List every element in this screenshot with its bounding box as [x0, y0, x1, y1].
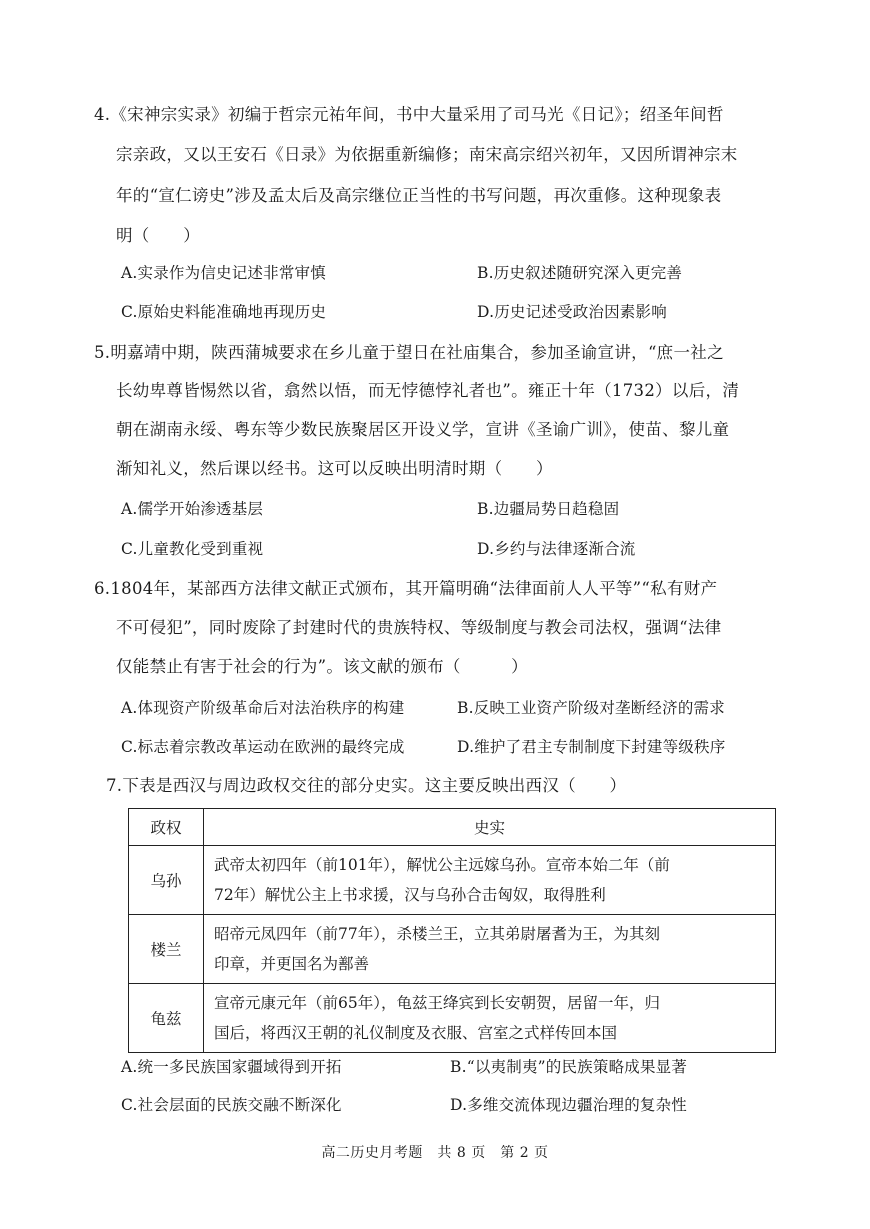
table-header-fact: 史实 — [204, 809, 776, 846]
question-7-option-c[interactable]: C.社会层面的民族交融不断深化 — [121, 1096, 342, 1114]
question-6-option-b[interactable]: B.反映工业资产阶级对垄断经济的需求 — [457, 699, 725, 717]
fact-line: 昭帝元凤四年（前77年），杀楼兰王，立其弟尉屠耆为王，为其刻 — [214, 925, 660, 943]
question-5-option-b[interactable]: B.边疆局势日趋稳固 — [477, 500, 620, 518]
history-table — [128, 808, 776, 1053]
question-6-line-1: 6.1804年，某部西方法律文献正式颁布，其开篇明确“法律面前人人平等”“私有财产 — [94, 579, 718, 598]
question-7-option-b[interactable]: B.“以夷制夷”的民族策略成果显著 — [450, 1058, 688, 1076]
table-row — [129, 984, 776, 1053]
question-6-option-d[interactable]: D.维护了君主专制制度下封建等级秩序 — [457, 738, 726, 756]
fact-line: 宣帝元康元年（前65年），龟兹王绛宾到长安朝贺，居留一年，归 — [214, 994, 660, 1012]
question-6-option-a[interactable]: A.体现资产阶级革命后对法治秩序的构建 — [121, 699, 405, 717]
question-4-line-3: 年的“宣仁谤史”涉及孟太后及高宗继位正当性的书写问题，再次重修。这种现象表 — [116, 186, 722, 205]
fact-line: 印章，并更国名为鄯善 — [214, 955, 370, 973]
fact-line: 武帝太初四年（前101年），解忧公主远嫁乌孙。宣帝本始二年（前 — [214, 856, 670, 874]
table-cell-fact — [204, 915, 776, 984]
table-cell-fact — [204, 846, 776, 915]
question-6-line-2: 不可侵犯”，同时废除了封建时代的贵族特权、等级制度与教会司法权，强调“法律 — [116, 618, 722, 637]
fact-line: 国后，将西汉王朝的礼仪制度及衣服、宫室之式样传回本国 — [214, 1024, 618, 1042]
question-5-line-2: 长幼卑尊皆惕然以省，翕然以悟，而无悖德悖礼者也”。雍正十年（1732）以后，清 — [116, 381, 740, 400]
question-7-option-a[interactable]: A.统一多民族国家疆域得到开拓 — [121, 1058, 342, 1076]
question-4-line-4: 明（ ） — [116, 226, 200, 245]
table-cell-gov: 楼兰 — [129, 915, 204, 984]
table-row — [129, 915, 776, 984]
table-cell-fact — [204, 984, 776, 1053]
question-4-line-2: 宗亲政，又以王安石《日录》为依据重新编修；南宋高宗绍兴初年，又因所谓神宗末 — [116, 145, 738, 164]
table-cell-gov: 乌孙 — [129, 846, 204, 915]
table-cell-gov: 龟兹 — [129, 984, 204, 1053]
question-5-line-4: 渐知礼义，然后课以经书。这可以反映出明清时期（ ） — [116, 459, 553, 478]
table-header-gov: 政权 — [129, 809, 204, 846]
question-7-option-d[interactable]: D.多维交流体现边疆治理的复杂性 — [450, 1096, 688, 1114]
question-5-option-c[interactable]: C.儿童教化受到重视 — [121, 540, 264, 558]
question-4-option-a[interactable]: A.实录作为信史记述非常审慎 — [121, 264, 326, 282]
question-5-line-1: 5.明嘉靖中期，陕西蒲城要求在乡儿童于望日在社庙集合，参加圣谕宣讲，“庶一社之 — [94, 343, 724, 362]
question-6-line-3: 仅能禁止有害于社会的行为”。该文献的颁布（ ） — [116, 657, 528, 676]
question-5-option-a[interactable]: A.儒学开始渗透基层 — [121, 500, 264, 518]
fact-line: 72年）解忧公主上书求援，汉与乌孙合击匈奴，取得胜利 — [214, 886, 606, 904]
question-5-option-d[interactable]: D.乡约与法律逐渐合流 — [477, 540, 636, 558]
table-header-row — [129, 809, 776, 846]
question-4-option-b[interactable]: B.历史叙述随研究深入更完善 — [477, 264, 683, 282]
question-4-line-1: 4.《宋神宗实录》初编于哲宗元祐年间，书中大量采用了司马光《日记》；绍圣年间哲 — [94, 105, 724, 124]
question-7-stem: 7.下表是西汉与周边政权交往的部分史实。这主要反映出西汉（ ） — [106, 776, 627, 795]
question-4-option-d[interactable]: D.历史记述受政治因素影响 — [477, 303, 667, 321]
question-5-line-3: 朝在湖南永绥、粤东等少数民族聚居区开设义学，宣讲《圣谕广训》，使苗、黎儿童 — [116, 420, 730, 439]
page-footer: 高二历史月考题 共 8 页 第 2 页 — [321, 1145, 549, 1161]
question-6-option-c[interactable]: C.标志着宗教改革运动在欧洲的最终完成 — [121, 738, 405, 756]
question-4-option-c[interactable]: C.原始史料能准确地再现历史 — [121, 303, 327, 321]
table-row — [129, 846, 776, 915]
